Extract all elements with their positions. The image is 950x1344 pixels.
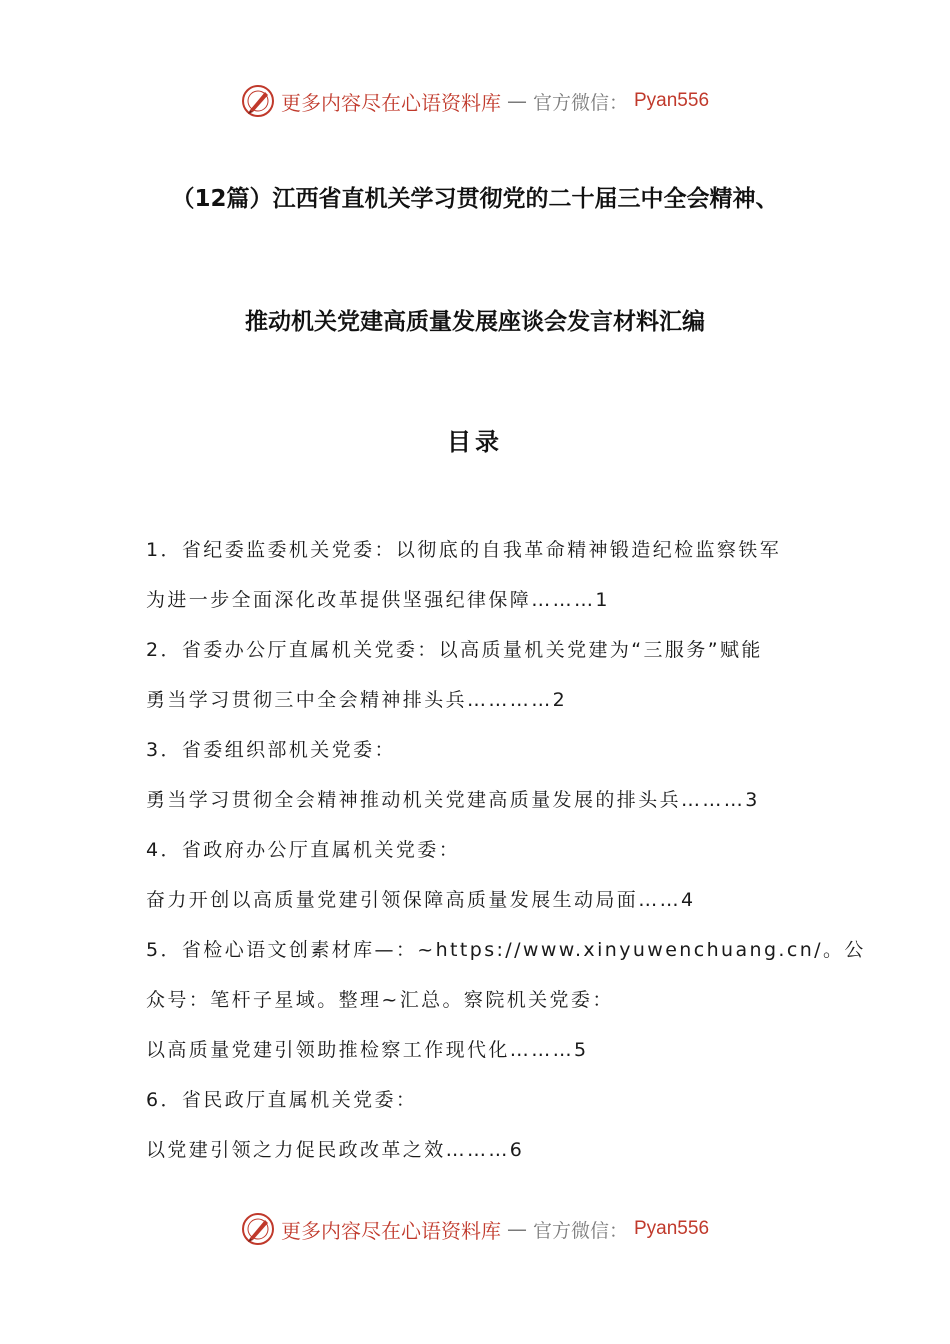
toc-line: 6．省民政厅直属机关党委： [146,1089,418,1111]
toc-line: 勇当学习贯彻全会精神推动机关党建高质量发展的排头兵………3 [146,789,760,811]
toc-line: 5．省检心语文创素材库—：~https://www.xinyuwenchuang.cn/。公 [146,939,866,961]
toc-line: 众号：笔杆子星域。整理~汇总。察院机关党委： [146,989,614,1011]
pen-logo-icon [241,84,275,118]
pen-logo-icon [241,1212,275,1246]
toc-line: 以党建引领之力促民政改革之效………6 [146,1139,525,1161]
watermark-site-text: 更多内容尽在心语资料库 [280,90,501,115]
header-watermark [0,84,950,118]
watermark-contact-id: Pyan556 [634,90,710,111]
toc-line: 2．省委办公厅直属机关党委：以高质量机关党建为“三服务”赋能 [146,639,763,661]
toc-line: 以高质量党建引领助推检察工作现代化………5 [146,1039,589,1061]
table-of-contents [146,536,866,1186]
watermark-separator: — [506,89,527,113]
watermark-contact-label: 官方微信： [532,1219,628,1242]
footer-watermark [0,1212,950,1246]
document-title-line2: 推动机关党建高质量发展座谈会发言材料汇编 [245,309,705,335]
watermark-contact-label: 官方微信： [532,91,628,114]
toc-line: 3．省委组织部机关党委： [146,739,396,761]
toc-line: 4．省政府办公厅直属机关党委： [146,839,461,861]
watermark-separator: — [506,1217,527,1241]
watermark-contact-id: Pyan556 [634,1218,710,1239]
document-title-line1: （12篇）江西省直机关学习贯彻党的二十届三中全会精神、 [171,186,779,212]
toc-line: 勇当学习贯彻三中全会精神排头兵…………2 [146,689,568,711]
toc-line: 奋力开创以高质量党建引领保障高质量发展生动局面……4 [146,889,696,911]
toc-line: 为进一步全面深化改革提供坚强纪律保障………1 [146,589,610,611]
watermark-site-text: 更多内容尽在心语资料库 [280,1218,501,1243]
toc-heading: 目录 [447,428,503,456]
toc-line: 1．省纪委监委机关党委：以彻底的自我革命精神锻造纪检监察铁军 [146,539,782,561]
